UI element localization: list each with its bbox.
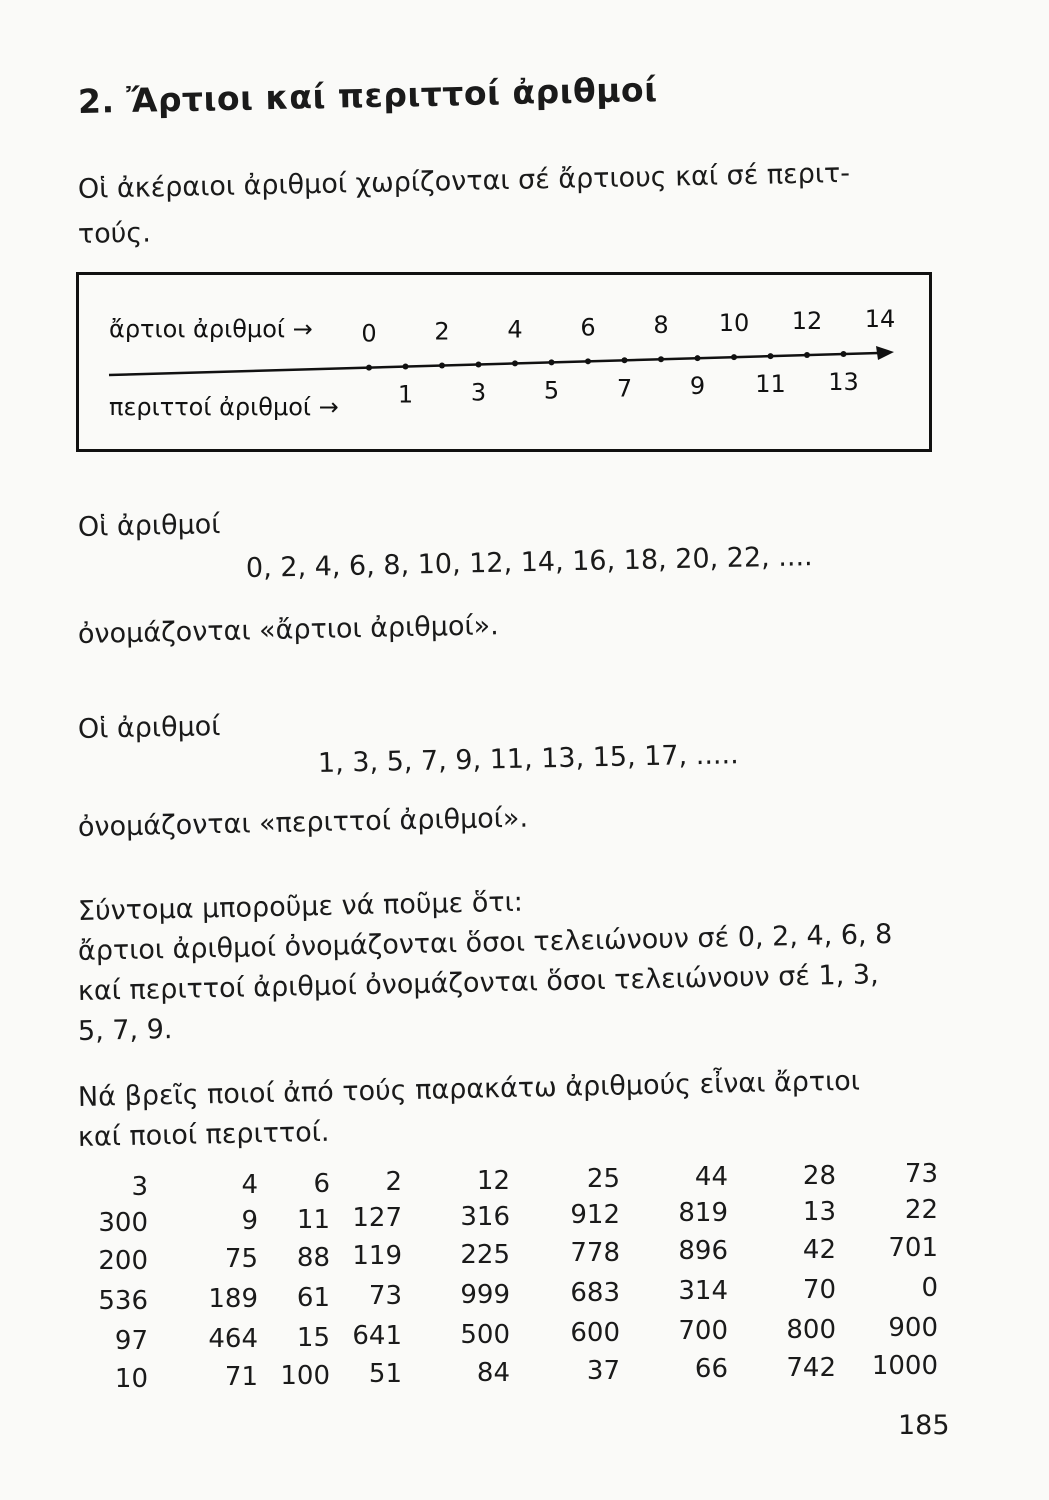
even-number-label: 2 [434,317,450,346]
tick-dot [804,352,810,358]
table-cell: 4 [241,1170,258,1201]
table-cell: 75 [224,1244,258,1275]
table-cell: 22 [904,1195,938,1226]
intro-line-1: Οἱ ἀκέραιοι ἀριθμοί χωρίζονται σέ ἄρτιους καί σέ περιτ- [77,157,851,205]
tick-dot [512,360,518,366]
number-line-box [76,272,932,452]
table-cell: 25 [586,1164,620,1194]
table-cell: 316 [460,1201,510,1232]
tick-dot [695,355,701,361]
table-cell: 100 [280,1360,330,1391]
odd-number-label: 5 [543,376,560,405]
table-cell: 97 [114,1326,148,1356]
tick-dot [549,359,555,365]
tick-dot [476,361,482,367]
table-cell: 225 [460,1239,510,1270]
even-number-label: 14 [864,304,896,333]
table-cell: 200 [98,1246,148,1276]
table-cell: 127 [352,1203,402,1234]
table-cell: 6 [313,1168,330,1199]
odd-sequence: 1, 3, 5, 7, 9, 11, 13, 15, 17, ..... [317,739,739,779]
intro-line-2: τούς. [77,217,152,250]
table-cell: 500 [460,1319,510,1350]
table-cell: 742 [786,1352,836,1383]
table-cell: 800 [786,1314,836,1345]
even-number-label: 0 [361,319,377,348]
table-cell: 189 [208,1284,258,1315]
odd-number-label: 9 [689,372,706,401]
table-cell: 683 [570,1278,620,1308]
even-label: ἄρτιοι ἀριθμοί → [109,315,313,343]
tick-dot [439,362,445,368]
odd-number-label: 1 [397,380,414,409]
table-cell: 12 [476,1165,510,1196]
tick-dot [403,364,409,370]
table-cell: 84 [476,1357,510,1388]
table-cell: 641 [352,1321,402,1352]
table-cell: 819 [678,1198,728,1229]
page-number: 185 [898,1410,950,1441]
even-lead: Οἱ ἀριθμοί [77,509,221,543]
table-cell: 28 [802,1160,836,1191]
table-cell: 44 [694,1162,728,1193]
table-cell: 3 [131,1172,148,1202]
table-cell: 300 [98,1208,148,1238]
summary-line-2: ἄρτιοι ἀριθμοί ὀνομάζονται ὅσοι τελειώνουν σέ 0, 2, 4, 6, 8 [77,918,893,967]
table-cell: 0 [921,1273,938,1304]
tick-dot [658,356,664,362]
even-number-label: 12 [791,307,823,336]
even-naming: ὀνομάζονται «ἄρτιοι ἀριθμοί». [77,610,500,650]
summary-line-3: καί περιττοί ἀριθμοί ὀνομάζονται ὅσοι τελειώνουν σέ 1, 3, [77,959,879,1007]
table-cell: 73 [904,1159,938,1190]
even-number-label: 6 [580,313,596,342]
table-cell: 2 [385,1167,402,1198]
table-cell: 42 [802,1234,836,1265]
tick-dot [841,351,847,357]
table-cell: 700 [678,1316,728,1347]
table-cell: 61 [296,1282,330,1313]
table-cell: 9 [241,1206,258,1237]
exercise-line-2: καί ποιοί περιττοί. [77,1116,330,1153]
table-cell: 912 [570,1200,620,1230]
tick-dot [585,358,591,364]
even-number-label: 10 [718,309,750,338]
table-cell: 900 [888,1313,938,1344]
table-cell: 15 [296,1322,330,1353]
table-cell: 73 [368,1281,402,1312]
table-cell: 1000 [871,1351,938,1382]
odd-number-label: 13 [828,368,859,397]
tick-dot [622,357,628,363]
odd-number-label: 3 [470,378,487,407]
odd-number-label: 7 [616,374,633,403]
tick-dot [366,365,372,371]
section-title: 2. Ἄρτιοι καί περιττοί ἀριθμοί [77,69,658,121]
table-cell: 88 [296,1242,330,1273]
table-cell: 536 [98,1286,148,1316]
table-cell: 464 [208,1324,258,1355]
table-cell: 896 [678,1236,728,1267]
summary-line-1: Σύντομα μποροῦμε νά ποῦμε ὅτι: [77,886,524,927]
summary-line-4: 5, 7, 9. [77,1014,173,1047]
table-cell: 314 [678,1276,728,1307]
table-cell: 999 [460,1279,510,1310]
tick-dot [731,354,737,360]
table-cell: 13 [802,1196,836,1227]
odd-label: περιττοί ἀριθμοί → [109,393,339,421]
table-cell: 10 [114,1364,148,1394]
table-cell: 119 [352,1241,402,1272]
odd-lead: Οἱ ἀριθμοί [77,711,221,745]
table-cell: 66 [694,1354,728,1385]
table-cell: 71 [224,1362,258,1393]
odd-naming: ὀνομάζονται «περιττοί ἀριθμοί». [77,802,529,843]
table-cell: 51 [368,1359,402,1390]
exercise-line-1: Νά βρεῖς ποιοί ἀπό τούς παρακάτω ἀριθμούς εἶναι ἄρτιοι [77,1065,861,1113]
even-number-label: 4 [507,315,523,344]
table-cell: 11 [296,1204,330,1235]
even-number-label: 8 [653,311,669,340]
even-sequence: 0, 2, 4, 6, 8, 10, 12, 14, 16, 18, 20, 22, .... [245,541,813,584]
table-cell: 600 [570,1318,620,1348]
table-cell: 701 [888,1233,938,1264]
odd-number-label: 11 [755,370,786,399]
number-line [79,275,929,449]
table-cell: 37 [586,1356,620,1386]
tick-dot [877,350,883,356]
table-cell: 70 [802,1274,836,1305]
table-cell: 778 [570,1238,620,1268]
tick-dot [768,353,774,359]
